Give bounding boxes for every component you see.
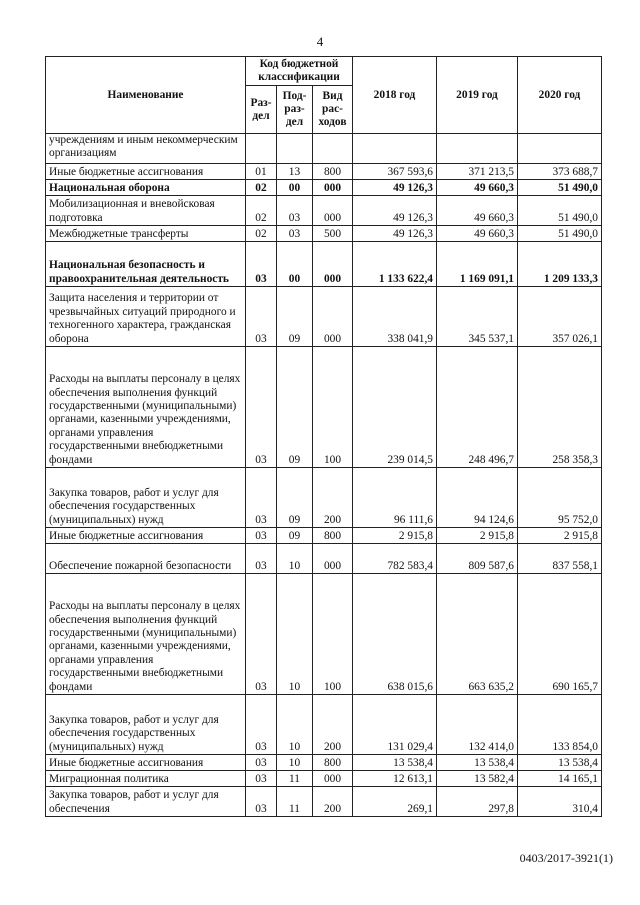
cell-razdel: 03 xyxy=(246,544,277,574)
table-row xyxy=(46,468,602,528)
cell-y2018: 239 014,5 xyxy=(353,347,437,468)
cell-vid: 500 xyxy=(313,226,353,242)
cell-podrazdel: 13 xyxy=(277,164,313,180)
cell-razdel: 03 xyxy=(246,468,277,528)
cell-y2019: 49 660,3 xyxy=(437,196,518,226)
cell-y2018: 338 041,9 xyxy=(353,287,437,347)
table-row xyxy=(46,226,602,242)
cell-podrazdel: 10 xyxy=(277,755,313,771)
table-row xyxy=(46,196,602,226)
cell-y2019: 132 414,0 xyxy=(437,695,518,755)
header-razdel: Раз-дел xyxy=(246,86,277,134)
cell-name: Межбюджетные трансферты xyxy=(46,226,246,242)
cell-y2019: 345 537,1 xyxy=(437,287,518,347)
cell-y2019: 49 660,3 xyxy=(437,226,518,242)
cell-y2018: 269,1 xyxy=(353,787,437,817)
cell-vid: 000 xyxy=(313,544,353,574)
cell-y2019 xyxy=(437,134,518,164)
cell-y2019: 13 582,4 xyxy=(437,771,518,787)
cell-podrazdel: 00 xyxy=(277,180,313,196)
cell-y2020: 14 165,1 xyxy=(518,771,602,787)
cell-y2019: 297,8 xyxy=(437,787,518,817)
cell-y2019: 13 538,4 xyxy=(437,755,518,771)
cell-vid: 200 xyxy=(313,695,353,755)
cell-name: Национальная оборона xyxy=(46,180,246,196)
cell-name: Обеспечение пожарной безопасности xyxy=(46,544,246,574)
cell-name: Защита населения и территории от чрезвычайных ситуаций природного и техногенного характера, гражданская оборона xyxy=(46,287,246,347)
table-row xyxy=(46,755,602,771)
cell-name: Расходы на выплаты персоналу в целях обеспечения выполнения функций государственными (муниципальными) органами, казенными учреждениями, органами управления государственными внебюджетными фондами xyxy=(46,574,246,695)
cell-name: учреждениям и иным некоммерческим организациям xyxy=(46,134,246,164)
cell-y2019: 94 124,6 xyxy=(437,468,518,528)
cell-podrazdel: 09 xyxy=(277,528,313,544)
cell-y2018: 49 126,3 xyxy=(353,196,437,226)
cell-y2020: 95 752,0 xyxy=(518,468,602,528)
cell-razdel xyxy=(246,134,277,164)
cell-razdel: 02 xyxy=(246,180,277,196)
cell-vid: 000 xyxy=(313,287,353,347)
cell-y2019: 248 496,7 xyxy=(437,347,518,468)
cell-vid: 000 xyxy=(313,771,353,787)
header-podrazdel: Под-раз-дел xyxy=(277,86,313,134)
cell-vid: 000 xyxy=(313,180,353,196)
cell-y2020: 837 558,1 xyxy=(518,544,602,574)
header-2019: 2019 год xyxy=(437,57,518,134)
cell-podrazdel: 11 xyxy=(277,771,313,787)
cell-vid xyxy=(313,134,353,164)
table-row xyxy=(46,771,602,787)
header-2020: 2020 год xyxy=(518,57,602,134)
cell-y2018: 2 915,8 xyxy=(353,528,437,544)
cell-vid: 100 xyxy=(313,347,353,468)
cell-y2020: 357 026,1 xyxy=(518,287,602,347)
cell-y2019: 49 660,3 xyxy=(437,180,518,196)
cell-name: Иные бюджетные ассигнования xyxy=(46,164,246,180)
cell-podrazdel: 10 xyxy=(277,695,313,755)
cell-razdel: 03 xyxy=(246,528,277,544)
table-row xyxy=(46,544,602,574)
table-row xyxy=(46,287,602,347)
cell-podrazdel: 03 xyxy=(277,226,313,242)
cell-podrazdel: 09 xyxy=(277,468,313,528)
cell-vid: 200 xyxy=(313,787,353,817)
cell-y2020: 690 165,7 xyxy=(518,574,602,695)
cell-razdel: 03 xyxy=(246,347,277,468)
cell-y2019: 663 635,2 xyxy=(437,574,518,695)
table-row xyxy=(46,695,602,755)
cell-y2020: 133 854,0 xyxy=(518,695,602,755)
cell-razdel: 03 xyxy=(246,287,277,347)
cell-name: Закупка товаров, работ и услуг для обеспечения государственных (муниципальных) нужд xyxy=(46,695,246,755)
cell-y2018: 131 029,4 xyxy=(353,695,437,755)
cell-y2020 xyxy=(518,134,602,164)
header-code-group: Код бюджетной классификации xyxy=(246,57,353,86)
cell-y2020: 258 358,3 xyxy=(518,347,602,468)
cell-vid: 000 xyxy=(313,196,353,226)
cell-y2018: 1 133 622,4 xyxy=(353,242,437,287)
cell-y2018: 782 583,4 xyxy=(353,544,437,574)
cell-podrazdel: 11 xyxy=(277,787,313,817)
table-row xyxy=(46,528,602,544)
cell-y2018: 367 593,6 xyxy=(353,164,437,180)
cell-vid: 200 xyxy=(313,468,353,528)
cell-razdel: 03 xyxy=(246,242,277,287)
cell-name: Миграционная политика xyxy=(46,771,246,787)
cell-y2018: 12 613,1 xyxy=(353,771,437,787)
cell-podrazdel: 09 xyxy=(277,287,313,347)
budget-table xyxy=(45,56,602,817)
cell-razdel: 03 xyxy=(246,695,277,755)
cell-vid: 100 xyxy=(313,574,353,695)
cell-vid: 800 xyxy=(313,164,353,180)
cell-name: Закупка товаров, работ и услуг для обеспечения xyxy=(46,787,246,817)
cell-y2018: 49 126,3 xyxy=(353,226,437,242)
header-2018: 2018 год xyxy=(353,57,437,134)
cell-y2020: 13 538,4 xyxy=(518,755,602,771)
cell-razdel: 03 xyxy=(246,771,277,787)
document-code: 0403/2017-3921(1) xyxy=(519,851,613,865)
cell-y2020: 2 915,8 xyxy=(518,528,602,544)
cell-vid: 800 xyxy=(313,528,353,544)
cell-y2019: 371 213,5 xyxy=(437,164,518,180)
cell-name: Расходы на выплаты персоналу в целях обеспечения выполнения функций государственными (муниципальными) органами, казенными учреждениями, органами управления государственными внебюджетными фондами xyxy=(46,347,246,468)
cell-vid: 000 xyxy=(313,242,353,287)
cell-name: Закупка товаров, работ и услуг для обеспечения государственных (муниципальных) нужд xyxy=(46,468,246,528)
table-row xyxy=(46,242,602,287)
cell-name: Мобилизационная и вневойсковая подготовка xyxy=(46,196,246,226)
cell-y2018: 49 126,3 xyxy=(353,180,437,196)
cell-name: Национальная безопасность и правоохранительная деятельность xyxy=(46,242,246,287)
cell-y2018: 96 111,6 xyxy=(353,468,437,528)
cell-y2020: 373 688,7 xyxy=(518,164,602,180)
cell-name: Иные бюджетные ассигнования xyxy=(46,528,246,544)
cell-vid: 800 xyxy=(313,755,353,771)
cell-razdel: 03 xyxy=(246,574,277,695)
table-row xyxy=(46,347,602,468)
cell-razdel: 03 xyxy=(246,755,277,771)
table-row xyxy=(46,164,602,180)
cell-y2020: 310,4 xyxy=(518,787,602,817)
cell-y2020: 1 209 133,3 xyxy=(518,242,602,287)
table-row xyxy=(46,134,602,164)
cell-name: Иные бюджетные ассигнования xyxy=(46,755,246,771)
cell-razdel: 01 xyxy=(246,164,277,180)
cell-y2019: 1 169 091,1 xyxy=(437,242,518,287)
cell-y2019: 809 587,6 xyxy=(437,544,518,574)
page-number: 4 xyxy=(316,34,324,49)
cell-razdel: 03 xyxy=(246,787,277,817)
header-vid: Вид рас-ходов xyxy=(313,86,353,134)
cell-podrazdel: 10 xyxy=(277,574,313,695)
cell-y2019: 2 915,8 xyxy=(437,528,518,544)
cell-razdel: 02 xyxy=(246,226,277,242)
cell-y2018 xyxy=(353,134,437,164)
cell-y2018: 638 015,6 xyxy=(353,574,437,695)
cell-y2020: 51 490,0 xyxy=(518,226,602,242)
header-name: Наименование xyxy=(46,57,246,134)
cell-razdel: 02 xyxy=(246,196,277,226)
cell-podrazdel: 09 xyxy=(277,347,313,468)
cell-podrazdel: 10 xyxy=(277,544,313,574)
cell-podrazdel: 00 xyxy=(277,242,313,287)
table-row xyxy=(46,574,602,695)
cell-y2020: 51 490,0 xyxy=(518,196,602,226)
cell-y2018: 13 538,4 xyxy=(353,755,437,771)
cell-podrazdel xyxy=(277,134,313,164)
table-row xyxy=(46,787,602,817)
cell-y2020: 51 490,0 xyxy=(518,180,602,196)
table-row xyxy=(46,180,602,196)
cell-podrazdel: 03 xyxy=(277,196,313,226)
